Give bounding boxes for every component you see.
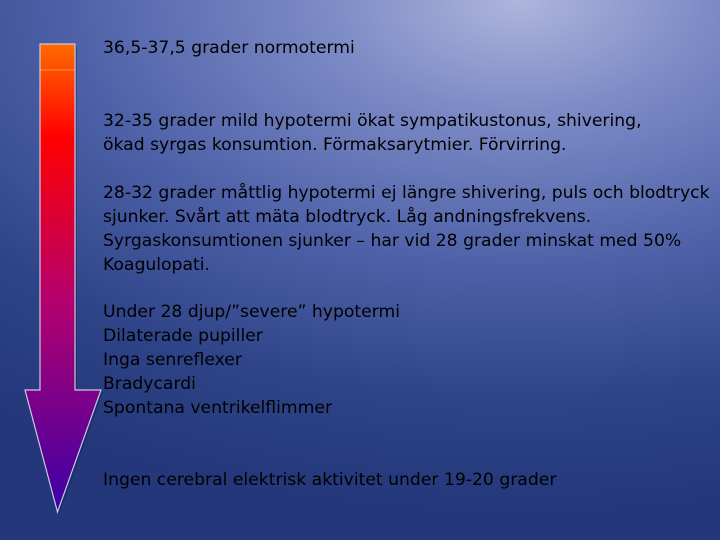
mild-hypothermia-text bbox=[103, 109, 642, 157]
text-line: Under 28 djup/”severe” hypotermi bbox=[103, 302, 400, 322]
normothermia-text bbox=[103, 36, 355, 60]
text-line: Inga senreflexer bbox=[103, 350, 242, 370]
text-line: Bradycardi bbox=[103, 374, 196, 394]
text-line: 36,5-37,5 grader normotermi bbox=[103, 38, 355, 58]
text-line: ökad syrgas konsumtion. Förmaksarytmier. Förvirring. bbox=[103, 135, 567, 155]
arrow-shape bbox=[25, 44, 101, 512]
text-line: 28-32 grader måttlig hypotermi ej längre shivering, puls och blodtryck bbox=[103, 183, 710, 203]
no-cerebral-activity-text bbox=[103, 468, 556, 492]
text-line: Ingen cerebral elektrisk aktivitet under 19-20 grader bbox=[103, 470, 557, 490]
temperature-down-arrow-icon bbox=[0, 0, 120, 540]
text-line: sjunker. Svårt att mäta blodtryck. Låg andningsfrekvens. bbox=[103, 207, 592, 227]
severe-hypothermia-text bbox=[103, 300, 400, 420]
text-line: 32-35 grader mild hypotermi ökat sympatikustonus, shivering, bbox=[103, 111, 642, 131]
text-line: Koagulopati. bbox=[103, 255, 210, 275]
text-line: Dilaterade pupiller bbox=[103, 326, 263, 346]
text-line: Syrgaskonsumtionen sjunker – har vid 28 grader minskat med 50% bbox=[103, 231, 682, 251]
moderate-hypothermia-text bbox=[103, 181, 710, 277]
text-line: Spontana ventrikelflimmer bbox=[103, 398, 333, 418]
